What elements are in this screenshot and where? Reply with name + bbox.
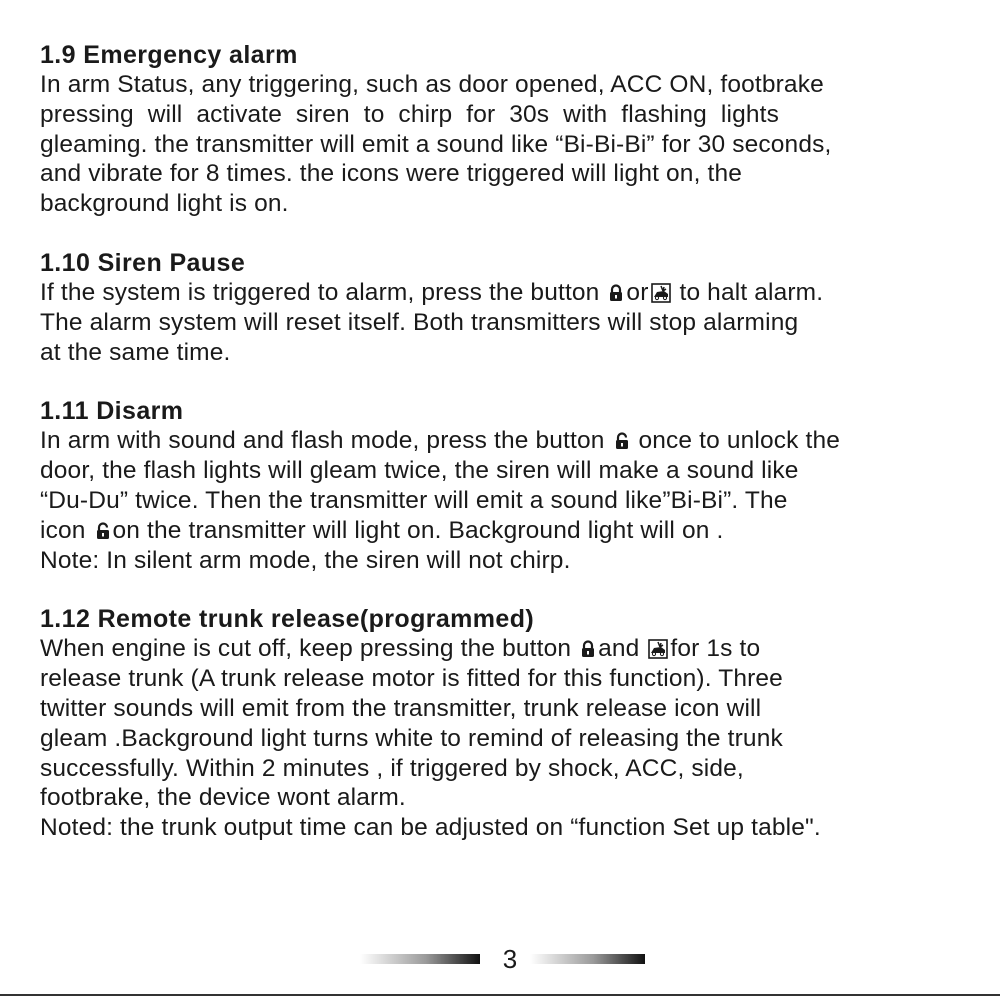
paragraph-line: In arm Status, any triggering, such as door opened, ACC ON, footbrake: [40, 71, 824, 98]
text-fragment: In arm with sound and flash mode, press the button: [40, 427, 605, 455]
paragraph-line: Note: In silent arm mode, the siren will not chirp.: [40, 546, 571, 574]
paragraph-line: twitter sounds will emit from the transmitter, trunk release icon will: [40, 694, 762, 722]
trunk-release-icon: [651, 283, 671, 303]
section-siren-pause: [40, 248, 975, 367]
section-heading: 1.10 Siren Pause: [40, 248, 246, 277]
section-disarm: [40, 396, 975, 575]
paragraph-line: release trunk (A trunk release motor is fitted for this function). Three: [40, 665, 783, 693]
section-heading: 1.11 Disarm: [40, 397, 184, 426]
unlock-icon: [614, 432, 630, 450]
footer-gradient-bar-right: [530, 954, 645, 964]
page-number: 3: [502, 944, 518, 974]
text-fragment: on the transmitter will light on. Background light will on .: [112, 516, 724, 544]
paragraph-line: and vibrate for 8 times. the icons were triggered will light on, the: [40, 160, 742, 188]
text-fragment: icon: [40, 516, 86, 544]
trunk-release-icon: [648, 639, 668, 659]
paragraph-line: pressing will activate siren to chirp for 30s with flashing lights: [40, 100, 779, 128]
paragraph-line: door, the flash lights will gleam twice, the siren will make a sound like: [40, 457, 799, 485]
paragraph-line: gleam .Background light turns white to remind of releasing the trunk: [40, 724, 783, 752]
text-fragment: to halt alarm.: [679, 278, 824, 306]
paragraph-line: gleaming. the transmitter will emit a sound like “Bi-Bi-Bi” for 30 seconds,: [40, 130, 832, 158]
paragraph-line: [40, 426, 975, 456]
paragraph-line: footbrake, the device wont alarm.: [40, 784, 406, 812]
paragraph-line: The alarm system will reset itself. Both transmitters will stop alarming: [40, 308, 799, 336]
lock-icon: [580, 640, 596, 658]
section-heading: 1.12 Remote trunk release(programmed): [40, 605, 535, 634]
paragraph-line: [40, 516, 975, 546]
bottom-border-line: [0, 994, 1000, 996]
manual-page: [40, 40, 975, 872]
paragraph-line: at the same time.: [40, 338, 231, 366]
text-fragment: and: [598, 635, 640, 663]
paragraph-line: “Du-Du” twice. Then the transmitter will emit a sound like”Bi-Bi”. The: [40, 486, 788, 514]
paragraph-line: [40, 278, 975, 308]
text-fragment: When engine is cut off, keep pressing the button: [40, 635, 572, 663]
lock-icon: [608, 284, 624, 302]
footer-gradient-bar-left: [360, 954, 480, 964]
section-remote-trunk-release: [40, 604, 975, 843]
unlock-icon: [95, 522, 111, 540]
section-heading: 1.9 Emergency alarm: [40, 41, 298, 69]
text-fragment: If the system is triggered to alarm, press the button: [40, 278, 600, 306]
text-fragment: or: [626, 278, 649, 306]
paragraph-line: Noted: the trunk output time can be adjusted on “function Set up table".: [40, 814, 821, 842]
paragraph-line: [40, 634, 975, 664]
text-fragment: for 1s to: [670, 635, 761, 663]
text-fragment: once to unlock the: [638, 427, 841, 455]
paragraph-line: successfully. Within 2 minutes , if triggered by shock, ACC, side,: [40, 754, 744, 782]
page-footer: [0, 944, 1000, 974]
section-emergency-alarm: [40, 40, 975, 219]
paragraph-line: background light is on.: [40, 190, 289, 218]
